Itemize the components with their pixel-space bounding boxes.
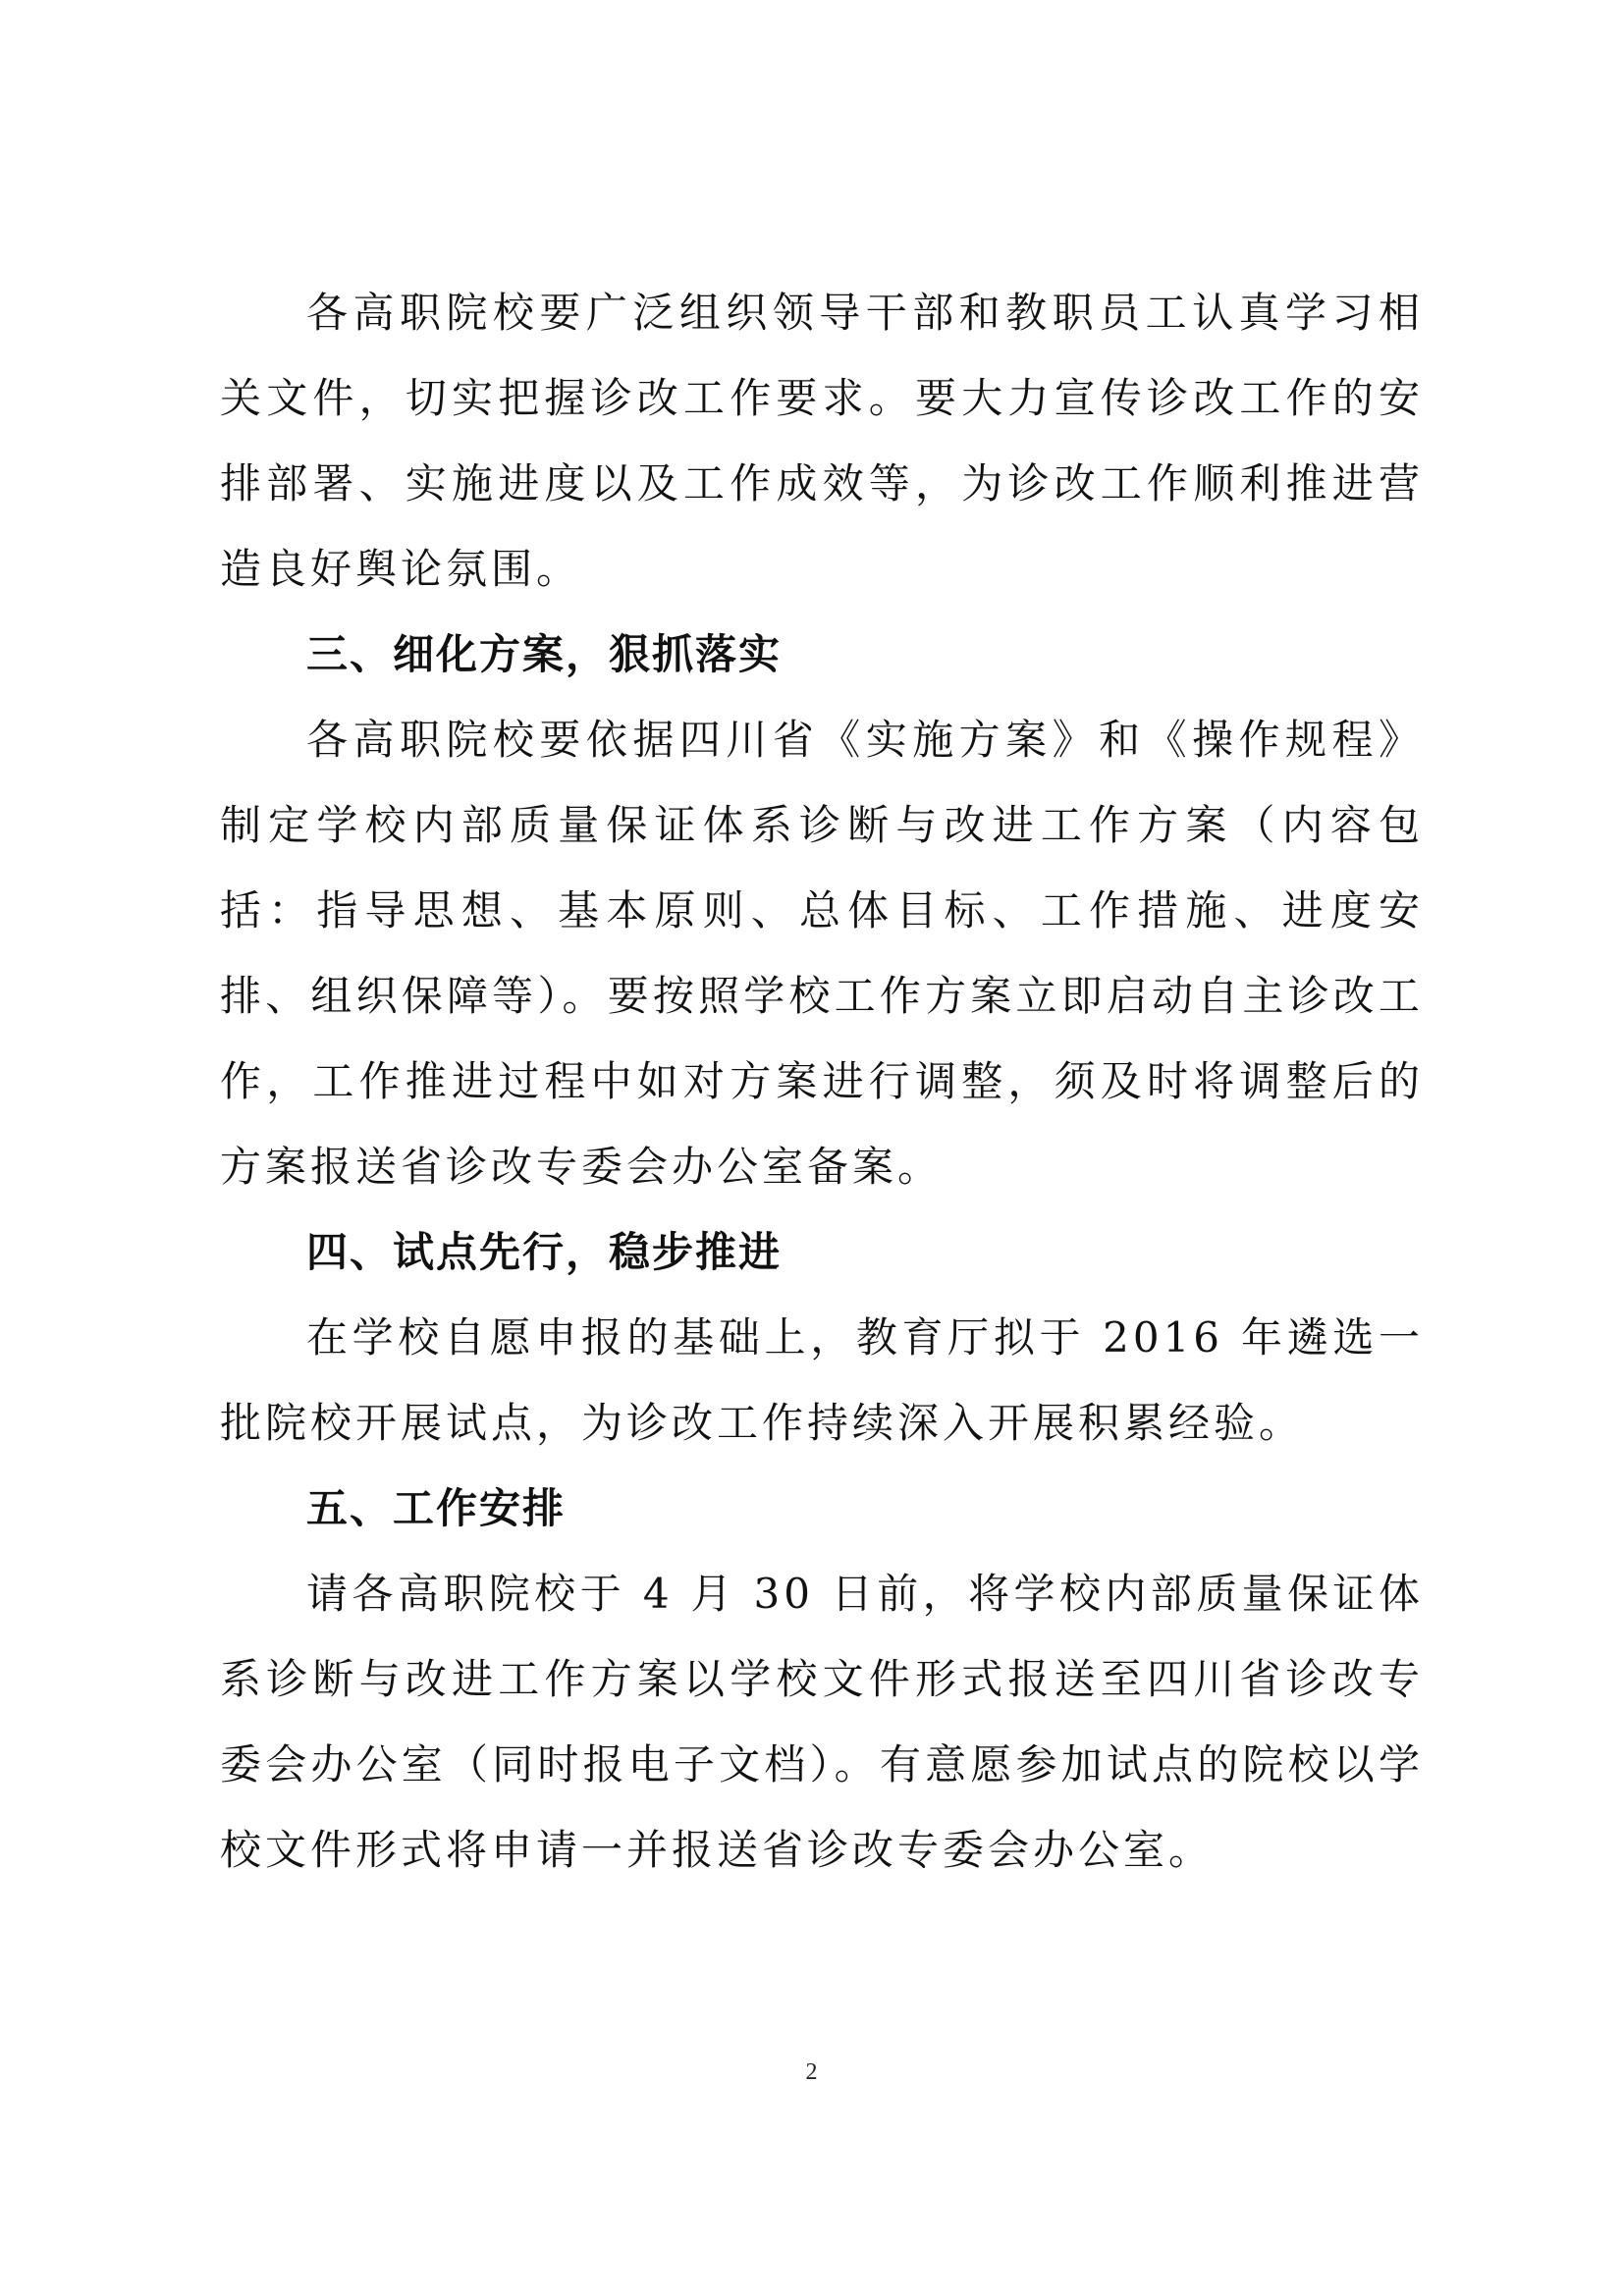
page-number: 2 — [805, 2059, 818, 2085]
paragraph-work-plan: 各高职院校要依据四川省《实施方案》和《操作规程》制定学校内部质量保证体系诊断与改进工作方案（内容包括：指导思想、基本原则、总体目标、工作措施、进度安排、组织保障等）。要按照学校工作方案立即启动自主诊改工作，工作推进过程中如对方案进行调整，须及时将调整后的方案报送省诊改专委会办公室备案。 — [220, 716, 1424, 1191]
section-heading-three: 三、细化方案，狠抓落实 — [306, 630, 783, 678]
paragraph-pilot: 在学校自愿申报的基础上，教育厅拟于 2016 年遴选一批院校开展试点，为诊改工作持续深入开展积累经验。 — [220, 1313, 1424, 1447]
paragraph-arrangement: 请各高职院校于 4 月 30 日前，将学校内部质量保证体系诊断与改进工作方案以学校文件形式报送至四川省诊改专委会办公室（同时报电子文档）。有意愿参加试点的院校以学校文件形式将申请一并报送省诊改专委会办公室。 — [220, 1570, 1424, 1874]
document-body — [220, 270, 1424, 1893]
paragraph-publicity: 各高职院校要广泛组织领导干部和教职员工认真学习相关文件，切实把握诊改工作要求。要大力宣传诊改工作的安排部署、实施进度以及工作成效等，为诊改工作顺利推进营造良好舆论氛围。 — [220, 289, 1424, 593]
section-heading-four: 四、试点先行，稳步推进 — [306, 1228, 783, 1276]
section-heading-five: 五、工作安排 — [306, 1484, 567, 1532]
